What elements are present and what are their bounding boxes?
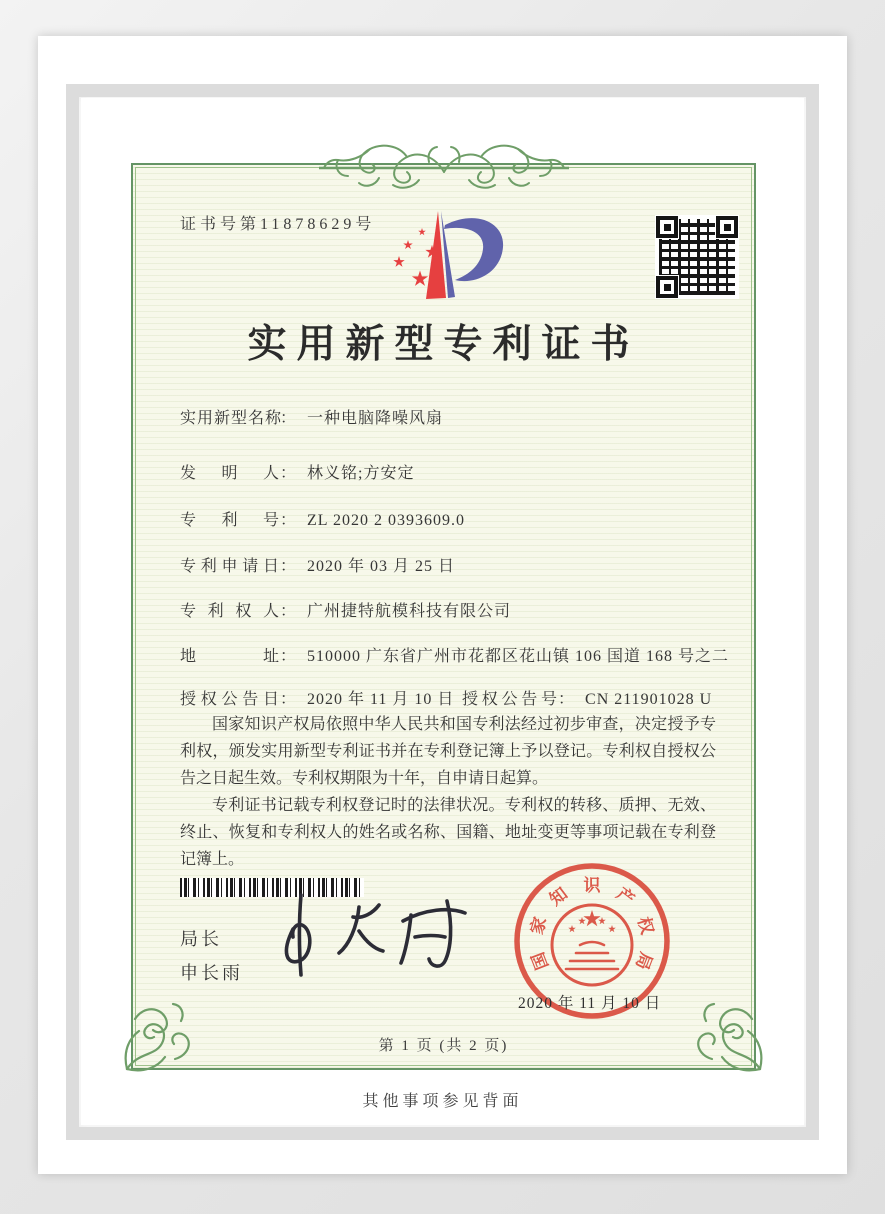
field-colon: ： <box>280 558 298 575</box>
certificate-title: 实用新型专利证书 <box>247 323 640 366</box>
field-label: 专利号 <box>180 512 280 529</box>
seal-char: 产 <box>612 883 638 910</box>
seal-char: 局 <box>631 949 656 973</box>
field-colon: ： <box>280 691 298 708</box>
qr-code-icon <box>655 215 739 299</box>
cnipa-patent-logo-icon <box>375 201 515 318</box>
field-label: 授权公告号 <box>462 691 558 708</box>
field-label: 专利申请日 <box>180 558 280 575</box>
grant-number-value: CN 211901028 U <box>585 691 713 708</box>
field-label: 发明人 <box>180 465 280 482</box>
shen-changyu-signature-icon <box>263 887 473 992</box>
qr-finder <box>655 215 679 239</box>
back-note: 其他事项参见背面 <box>362 1093 523 1110</box>
field-row-patent-number <box>180 507 465 530</box>
field-row-utility-model-name <box>180 405 443 428</box>
qr-finder <box>655 275 679 299</box>
commissioner-title: 局长 <box>180 929 222 949</box>
field-value: 510000 广东省广州市花都区花山镇 106 国道 168 号之二 <box>307 648 730 665</box>
dragon-scroll-ornament-icon <box>319 138 569 201</box>
field-value: 林义铭;方安定 <box>307 465 415 482</box>
seal-char: 国 <box>528 949 553 973</box>
field-row-inventor <box>180 460 414 483</box>
certificate-number: 证书号第11878629号 <box>180 216 376 233</box>
field-row-grant <box>180 686 713 709</box>
field-colon: ： <box>280 410 298 427</box>
field-value: ZL 2020 2 0393609.0 <box>307 512 465 529</box>
field-label: 地址 <box>180 648 280 665</box>
field-value: 广州捷特航模科技有限公司 <box>307 603 512 620</box>
field-label: 专利权人 <box>180 603 280 620</box>
green-border-frame <box>131 163 756 1070</box>
field-value: 2020 年 03 月 25 日 <box>307 558 456 575</box>
seal-date: 2020 年 11 月 10 日 <box>518 995 662 1012</box>
field-colon: ： <box>280 512 298 529</box>
seal-char: 识 <box>583 876 601 895</box>
field-colon: ： <box>280 603 298 620</box>
certificate-paper <box>81 98 804 1125</box>
qr-finder <box>715 215 739 239</box>
field-row-patentee <box>180 598 511 621</box>
certificate-body <box>180 711 716 873</box>
grant-number-group <box>462 686 712 709</box>
field-colon: ： <box>280 465 298 482</box>
field-colon: ： <box>280 648 298 665</box>
field-row-address <box>180 643 729 666</box>
field-label: 实用新型名称 <box>180 410 283 427</box>
field-label: 授权公告日 <box>180 691 280 708</box>
field-value: 一种电脑降噪风扇 <box>307 410 444 427</box>
page-indicator: 第 1 页 (共 2 页) <box>378 1038 509 1054</box>
seal-char: 权 <box>633 914 657 937</box>
grant-date-value: 2020 年 11 月 10 日 <box>307 691 455 708</box>
seal-char: 家 <box>527 914 551 937</box>
body-paragraph-1: 国家知识产权局依照中华人民共和国专利法经过初步审查，决定授予专利权，颁发实用新型专利证书并在专利登记簿上予以登记。专利权自授权公告之日起生效。专利权期限为十年，自申请日起算。 <box>180 716 716 787</box>
commissioner-name: 申长雨 <box>180 963 243 983</box>
field-row-application-date <box>180 553 455 576</box>
body-paragraph-2: 专利证书记载专利权登记时的法律状况。专利权的转移、质押、无效、终止、恢复和专利权人的姓名或名称、国籍、地址变更等事项记载在专利登记簿上。 <box>180 797 716 868</box>
field-colon: ： <box>558 691 576 708</box>
seal-char: 知 <box>546 883 572 910</box>
